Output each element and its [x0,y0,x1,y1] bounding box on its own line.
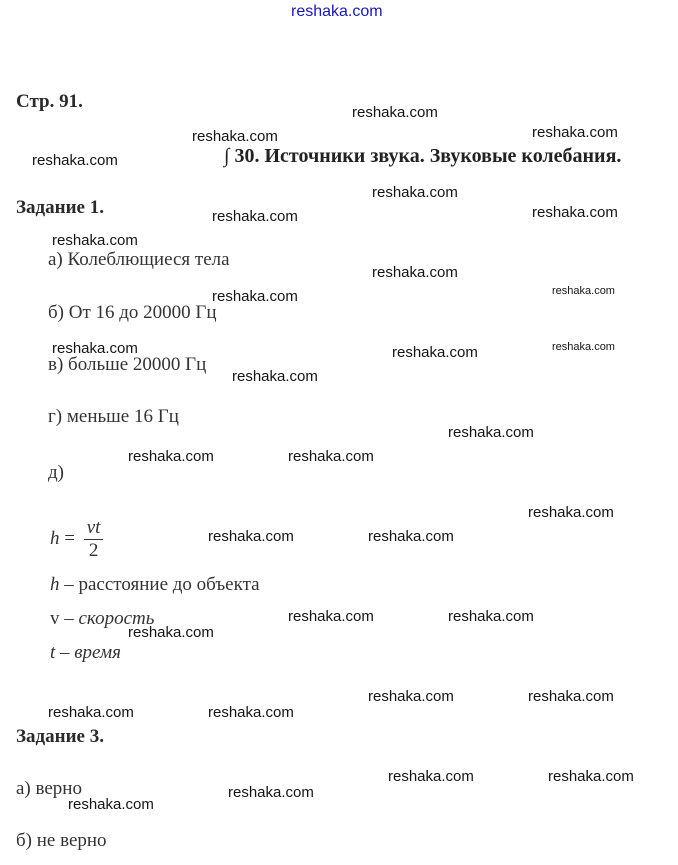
task-1-answer-b: б) От 16 до 20000 Гц [48,302,217,323]
formula-numerator: vt [84,517,104,540]
watermark: reshaka.com [392,344,478,361]
task-3-answer-b: б) не верно [16,830,107,851]
page-number: Стр. 91. [16,91,83,112]
task-3-answer-a: а) верно [16,778,82,799]
task-1-answer-g: г) меньше 16 Гц [48,406,179,427]
watermark: reshaka.com [228,784,314,801]
watermark: reshaka.com [532,124,618,141]
watermark: reshaka.com [212,208,298,225]
watermark: reshaka.com [552,341,615,353]
watermark: reshaka.com [288,608,374,625]
definition-symbol: h [50,574,60,595]
section-title: ∫ 30. Источники звука. Звуковые колебания. [224,145,622,167]
formula-denominator: 2 [88,540,99,561]
watermark: reshaka.com [548,768,634,785]
watermark: reshaka.com [208,528,294,545]
definition-t [50,642,121,664]
watermark: reshaka.com [552,285,615,297]
formula-fraction [84,517,104,562]
watermark: reshaka.com [128,448,214,465]
watermark: reshaka.com [208,704,294,721]
watermark: reshaka.com [388,768,474,785]
watermark: reshaka.com [372,264,458,281]
definition-h [50,574,260,596]
watermark: reshaka.com [232,368,318,385]
watermark: reshaka.com [288,448,374,465]
watermark: reshaka.com [32,152,118,169]
definition-symbol: v [50,608,60,629]
formula-lhs: h [50,527,60,549]
task-1-answer-d: д) [48,462,64,483]
watermark: reshaka.com [68,796,154,813]
task-3-heading: Задание 3. [16,726,104,747]
formula [50,517,103,562]
watermark: reshaka.com [528,504,614,521]
watermark: reshaka.com [372,184,458,201]
definition-text: – скорость [59,608,155,629]
task-1-answer-v: в) больше 20000 Гц [48,354,207,375]
watermark: reshaka.com [368,528,454,545]
task-1-heading: Задание 1. [16,197,104,218]
watermark: reshaka.com [48,704,134,721]
definition-text: – время [55,642,121,663]
watermark: reshaka.com [52,232,138,249]
definition-symbol: t [50,642,56,663]
watermark: reshaka.com [352,104,438,121]
task-1-answer-a: а) Колеблющиеся тела [48,249,230,270]
watermark: reshaka.com [368,688,454,705]
watermark: reshaka.com [532,204,618,221]
watermark: reshaka.com [448,424,534,441]
watermark: reshaka.com [528,688,614,705]
site-header-link[interactable]: reshaka.com [291,3,383,20]
watermark: reshaka.com [448,608,534,625]
watermark: reshaka.com [192,128,278,145]
watermark: reshaka.com [212,288,298,305]
formula-eq: = [64,527,75,549]
definition-text: – расстояние до объекта [59,574,260,595]
watermark: reshaka.com [52,340,138,357]
watermark: reshaka.com [128,624,214,641]
